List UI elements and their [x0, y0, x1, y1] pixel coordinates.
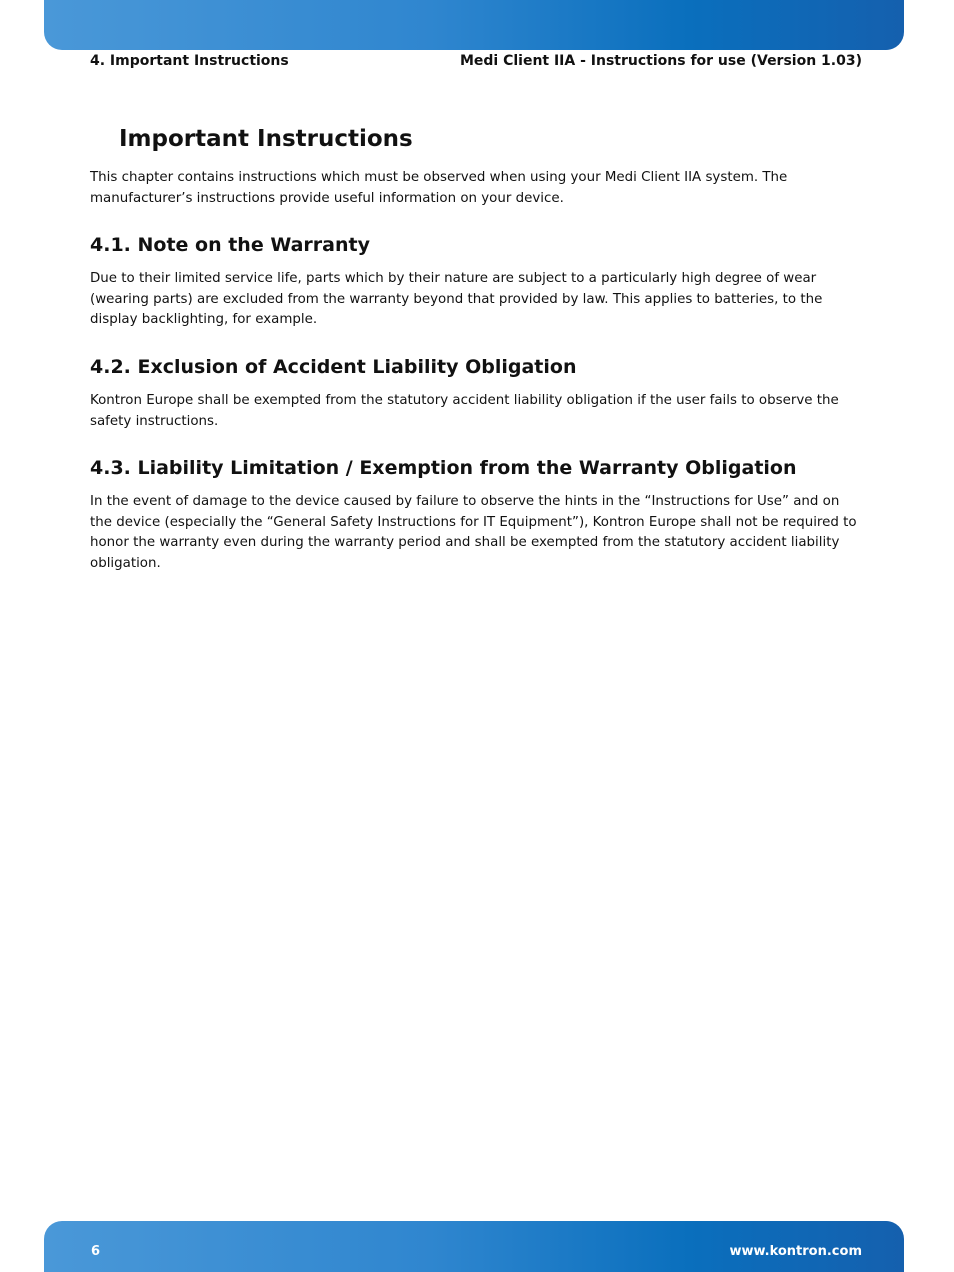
page-title: Important Instructions: [119, 126, 413, 152]
section-text-liability-limitation: In the event of damage to the device caused by failure to observe the hints in the “Instructions for Use” and on the device (especially the “General Safety Instructions for IT Equipment”), Kontron Europe shall not be required to honor the warranty even during the warranty period and shall be exempted from the statutory accident liability obligation.: [90, 494, 857, 571]
header-section-label: 4. Important Instructions: [90, 53, 289, 69]
footer-website-link[interactable]: www.kontron.com: [729, 1244, 862, 1259]
header-document-title: Medi Client IIA - Instructions for use (Version 1.03): [459, 53, 862, 69]
section-heading-warranty: 4.1. Note on the Warranty: [90, 234, 370, 257]
page-content: [90, 124, 862, 575]
page-number: 6: [91, 1244, 101, 1259]
header-band: [44, 0, 904, 50]
section-heading-accident-liability: 4.2. Exclusion of Accident Liability Obligation: [90, 355, 577, 378]
section-text-warranty: Due to their limited service life, parts which by their nature are subject to a particularly high degree of wear (wearing parts) are excluded from the warranty beyond that provided by law. This applies to batteries, to the display backlighting, for example.: [90, 271, 823, 328]
section-text-accident-liability: Kontron Europe shall be exempted from the statutory accident liability obligation if the user fails to observe the safety instructions.: [90, 392, 839, 429]
intro-paragraph: This chapter contains instructions which must be observed when using your Medi Client IIA system. The manufacturer’s instructions provide useful information on your device.: [90, 170, 788, 206]
section-heading-liability-limitation: 4.3. Liability Limitation / Exemption from the Warranty Obligation: [90, 457, 797, 480]
